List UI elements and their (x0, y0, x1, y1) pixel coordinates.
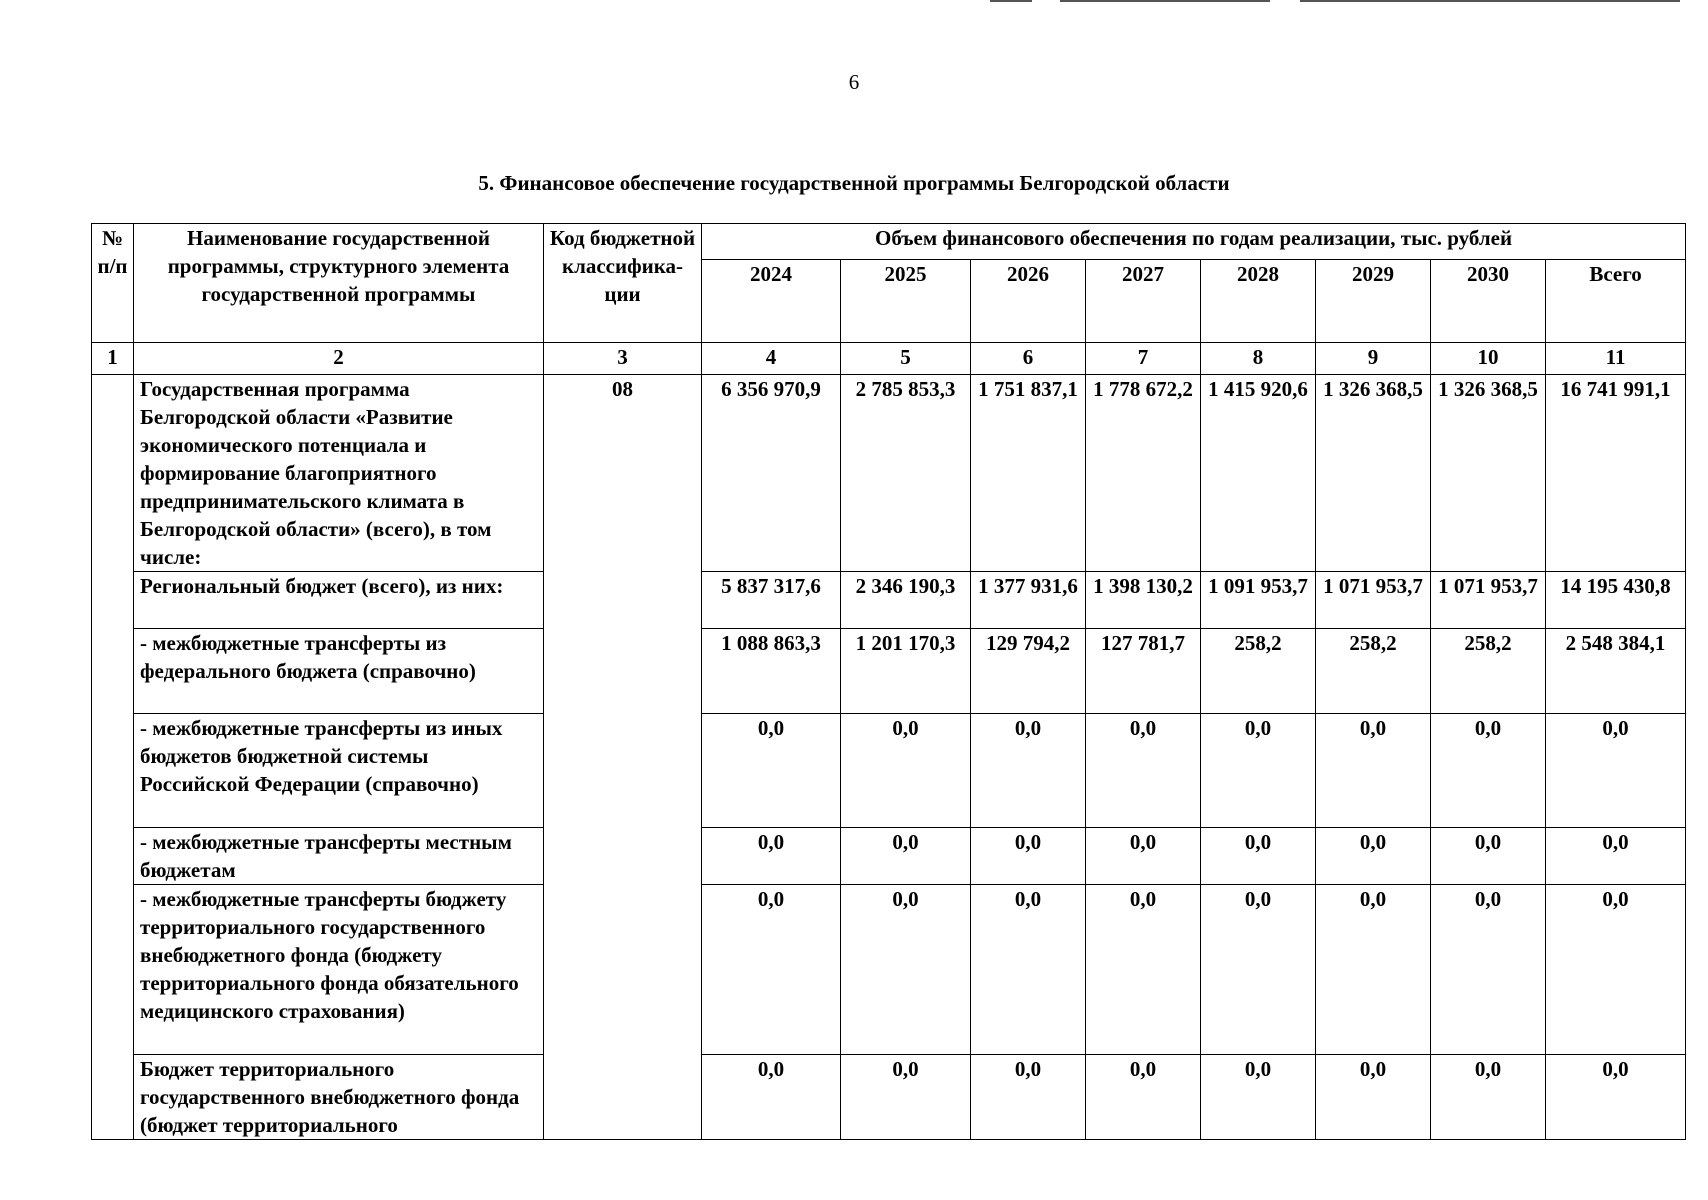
value-cell: 0,0 (1431, 828, 1546, 885)
value-cell: 0,0 (702, 828, 841, 885)
table-row (92, 885, 1686, 1055)
value-cell: 1 415 920,6 (1201, 375, 1316, 572)
value-cell: 0,0 (841, 714, 971, 828)
value-cell: 0,0 (1316, 1055, 1431, 1140)
header-year: 2030 (1431, 260, 1546, 343)
value-cell: 0,0 (1201, 828, 1316, 885)
value-cell: 0,0 (971, 885, 1086, 1055)
value-cell: 129 794,2 (971, 629, 1086, 714)
row-name: Бюджет территориального государственного внебюджетного фонда (бюджет территориального (134, 1055, 544, 1140)
header-year: 2026 (971, 260, 1086, 343)
header-total: Всего (1546, 260, 1686, 343)
total-cell: 0,0 (1546, 1055, 1686, 1140)
value-cell: 1 778 672,2 (1086, 375, 1201, 572)
header-year: 2029 (1316, 260, 1431, 343)
value-cell: 0,0 (1316, 885, 1431, 1055)
row-name: Региональный бюджет (всего), из них: (134, 572, 544, 629)
scan-rule (1300, 0, 1680, 2)
row-name: - межбюджетные трансферты из иных бюджетов бюджетной системы Российской Федерации (справочно) (134, 714, 544, 828)
value-cell: 1 201 170,3 (841, 629, 971, 714)
value-cell: 0,0 (1086, 1055, 1201, 1140)
column-index: 9 (1316, 343, 1431, 375)
scan-rule (990, 0, 1032, 2)
table-row (92, 629, 1686, 714)
budget-code: 08 (544, 375, 702, 1140)
column-index: 6 (971, 343, 1086, 375)
value-cell: 1 326 368,5 (1431, 375, 1546, 572)
column-index-row (92, 343, 1686, 375)
value-cell: 127 781,7 (1086, 629, 1201, 714)
column-index: 5 (841, 343, 971, 375)
header-name: Наименование государственной программы, структурного элемента государственной программы (134, 224, 544, 343)
value-cell: 0,0 (1086, 885, 1201, 1055)
value-cell: 1 091 953,7 (1201, 572, 1316, 629)
header-year: 2025 (841, 260, 971, 343)
column-index: 3 (544, 343, 702, 375)
column-index: 8 (1201, 343, 1316, 375)
value-cell: 0,0 (971, 714, 1086, 828)
value-cell: 2 785 853,3 (841, 375, 971, 572)
value-cell: 1 398 130,2 (1086, 572, 1201, 629)
value-cell: 2 346 190,3 (841, 572, 971, 629)
value-cell: 1 071 953,7 (1316, 572, 1431, 629)
value-cell: 258,2 (1316, 629, 1431, 714)
value-cell: 0,0 (1086, 714, 1201, 828)
total-cell: 0,0 (1546, 828, 1686, 885)
page-number: 6 (848, 70, 860, 94)
table-row (92, 375, 1686, 572)
value-cell: 1 071 953,7 (1431, 572, 1546, 629)
value-cell: 0,0 (1201, 714, 1316, 828)
total-cell: 16 741 991,1 (1546, 375, 1686, 572)
column-index: 4 (702, 343, 841, 375)
value-cell: 0,0 (1201, 1055, 1316, 1140)
column-index: 1 (92, 343, 134, 375)
value-cell: 0,0 (702, 714, 841, 828)
column-index: 10 (1431, 343, 1546, 375)
table-row (92, 1055, 1686, 1140)
scan-rule (1060, 0, 1270, 2)
value-cell: 0,0 (1316, 828, 1431, 885)
row-name: - межбюджетные трансферты бюджету территориального государственного внебюджетного фонда (бюджету территориального фонда обязательного медицинского страхования) (134, 885, 544, 1055)
value-cell: 0,0 (1201, 885, 1316, 1055)
header-year: 2024 (702, 260, 841, 343)
table-row (92, 572, 1686, 629)
value-cell: 6 356 970,9 (702, 375, 841, 572)
value-cell: 0,0 (841, 1055, 971, 1140)
table-row (92, 714, 1686, 828)
financing-table (91, 223, 1686, 1140)
value-cell: 0,0 (1086, 828, 1201, 885)
value-cell: 0,0 (971, 1055, 1086, 1140)
value-cell: 0,0 (702, 1055, 841, 1140)
total-cell: 2 548 384,1 (1546, 629, 1686, 714)
header-year: 2028 (1201, 260, 1316, 343)
total-cell: 14 195 430,8 (1546, 572, 1686, 629)
row-name: Государственная программа Белгородской области «Развитие экономического потенциала и формирование благоприятного предпринимательского климата в Белгородской области» (всего), в том числе: (134, 375, 544, 572)
value-cell: 258,2 (1431, 629, 1546, 714)
header-volume: Объем финансового обеспечения по годам реализации, тыс. рублей (702, 224, 1686, 260)
header-no: № п/п (92, 224, 134, 343)
value-cell: 0,0 (971, 828, 1086, 885)
value-cell: 5 837 317,6 (702, 572, 841, 629)
value-cell: 0,0 (841, 885, 971, 1055)
value-cell: 0,0 (1431, 885, 1546, 1055)
total-cell: 0,0 (1546, 714, 1686, 828)
value-cell: 1 326 368,5 (1316, 375, 1431, 572)
row-name: - межбюджетные трансферты из федерального бюджета (справочно) (134, 629, 544, 714)
header-code: Код бюджетной классифика-ции (544, 224, 702, 343)
value-cell: 258,2 (1201, 629, 1316, 714)
row-name: - межбюджетные трансферты местным бюджетам (134, 828, 544, 885)
column-index: 11 (1546, 343, 1686, 375)
value-cell: 1 088 863,3 (702, 629, 841, 714)
value-cell: 0,0 (1316, 714, 1431, 828)
column-index: 2 (134, 343, 544, 375)
value-cell: 0,0 (1431, 714, 1546, 828)
value-cell: 0,0 (841, 828, 971, 885)
page-title: 5. Финансовое обеспечение государственной программы Белгородской области (478, 171, 1230, 195)
table-row (92, 828, 1686, 885)
column-index: 7 (1086, 343, 1201, 375)
value-cell: 1 751 837,1 (971, 375, 1086, 572)
value-cell: 0,0 (1431, 1055, 1546, 1140)
row-number-cell (92, 375, 134, 1140)
value-cell: 1 377 931,6 (971, 572, 1086, 629)
total-cell: 0,0 (1546, 885, 1686, 1055)
value-cell: 0,0 (702, 885, 841, 1055)
header-year: 2027 (1086, 260, 1201, 343)
